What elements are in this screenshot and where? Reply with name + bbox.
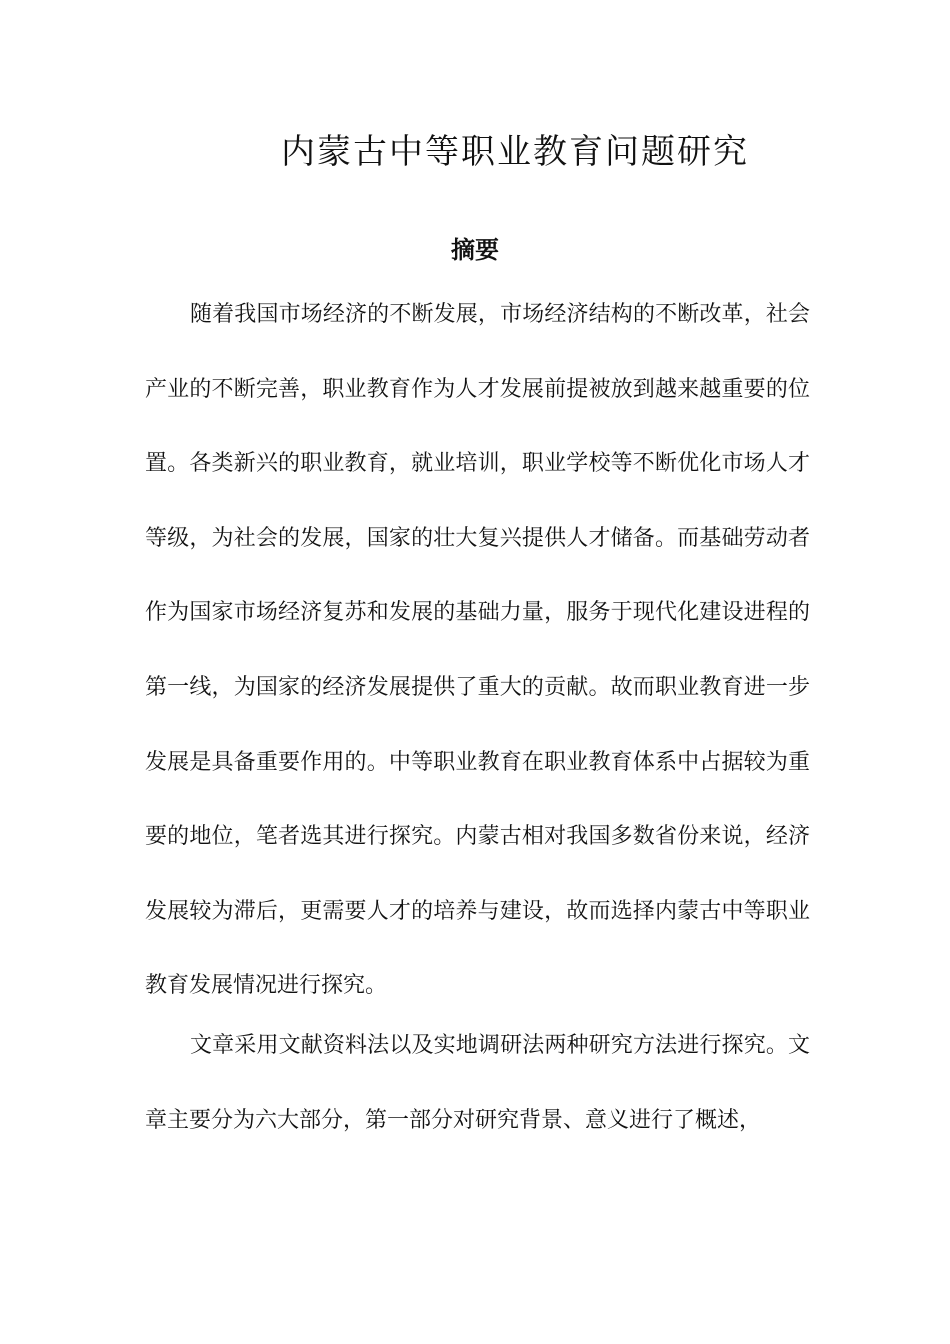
abstract-paragraph: 文章采用文献资料法以及实地调研法两种研究方法进行探究。文章主要分为六大部分，第一部分对研究背景、意义进行了概述， [145,1033,810,1133]
abstract-paragraph: 随着我国市场经济的不断发展，市场经济结构的不断改革，社会产业的不断完善，职业教育作为人才发展前提被放到越来越重要的位置。各类新兴的职业教育，就业培训，职业学校等不断优化市场人才等级，为社会的发展，国家的壮大复兴提供人才储备。而基础劳动者作为国家市场经济复苏和发展的基础力量，服务于现代化建设进程的第一线，为国家的经济发展提供了重大的贡献。故而职业教育进一步发展是具备重要作用的。中等职业教育在职业教育体系中占据较为重要的地位，笔者选其进行探究。内蒙古相对我国多数省份来说，经济发展较为滞后，更需要人才的培养与建设，故而选择内蒙古中等职业教育发展情况进行探究。 [145,302,810,999]
document-title: 内蒙古中等职业教育问题研究 [281,132,749,172]
abstract-heading: 摘要 [451,236,499,264]
